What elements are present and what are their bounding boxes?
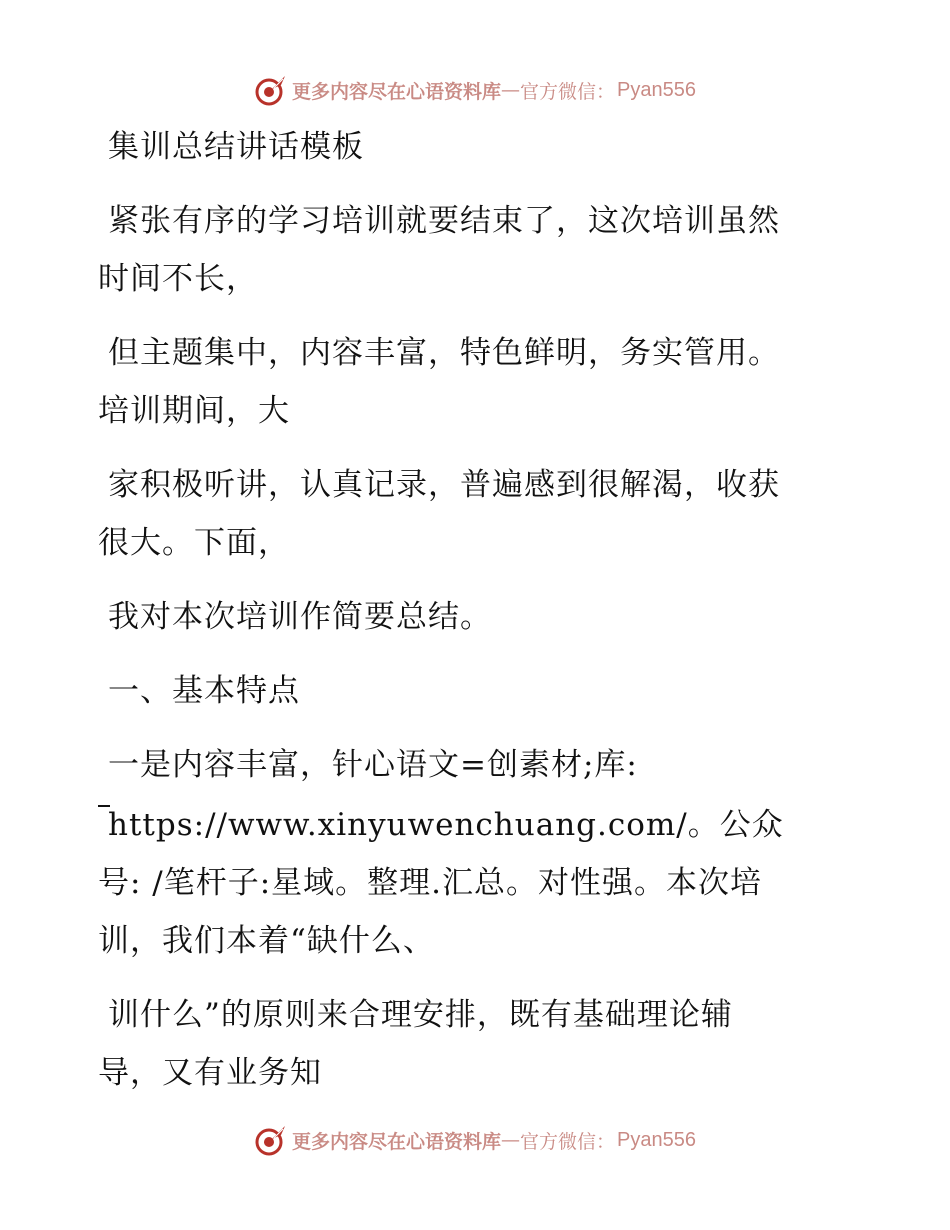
document-title: 集训总结讲话模板	[108, 129, 364, 165]
banner-wechat-id: Pyan556	[617, 78, 696, 101]
paragraph-line: 训什么”的原则来合理安排，既有基础理论辅	[108, 997, 733, 1033]
quill-logo-icon	[254, 73, 288, 107]
paragraph-line: 很大。下面，	[98, 525, 290, 561]
section-heading: 一、基本特点	[108, 673, 300, 709]
quill-logo-icon	[254, 1123, 288, 1157]
paragraph-line: 时间不长，	[98, 261, 258, 297]
paragraph-line: 导，又有业务知	[98, 1055, 322, 1091]
banner-brand-text: 更多内容尽在心语资料库	[292, 1130, 502, 1153]
header-banner	[0, 68, 950, 112]
paragraph-line: 但主题集中，内容丰富，特色鲜明，务实管用。	[108, 335, 780, 371]
paragraph-line: 紧张有序的学习培训就要结束了，这次培训虽然	[108, 203, 780, 239]
paragraph-line: 号: /笔杆子:星域。整理.汇总。对性强。本次培	[98, 865, 763, 901]
paragraph-line: 培训期间，大	[98, 393, 290, 429]
paragraph-line: 家积极听讲，认真记录，普遍感到很解渴，收获	[108, 467, 780, 503]
banner-separator: —	[501, 1129, 521, 1151]
footer-banner	[0, 1118, 950, 1162]
paragraph-line: 我对本次培训作简要总结。	[108, 599, 492, 635]
banner-wechat-label: 官方微信：	[520, 80, 616, 103]
paragraph-line: 训，我们本着“缺什么、	[98, 923, 435, 959]
banner-wechat-label: 官方微信：	[520, 1130, 616, 1153]
banner-separator: —	[501, 79, 521, 101]
paragraph-line: 一是内容丰富，针心语文=创素材;库:	[108, 747, 638, 783]
url-line: https://www.xinyuwenchuang.com/。公众	[108, 807, 784, 843]
banner-brand-text: 更多内容尽在心语资料库	[292, 80, 502, 103]
banner-wechat-id: Pyan556	[617, 1128, 696, 1151]
